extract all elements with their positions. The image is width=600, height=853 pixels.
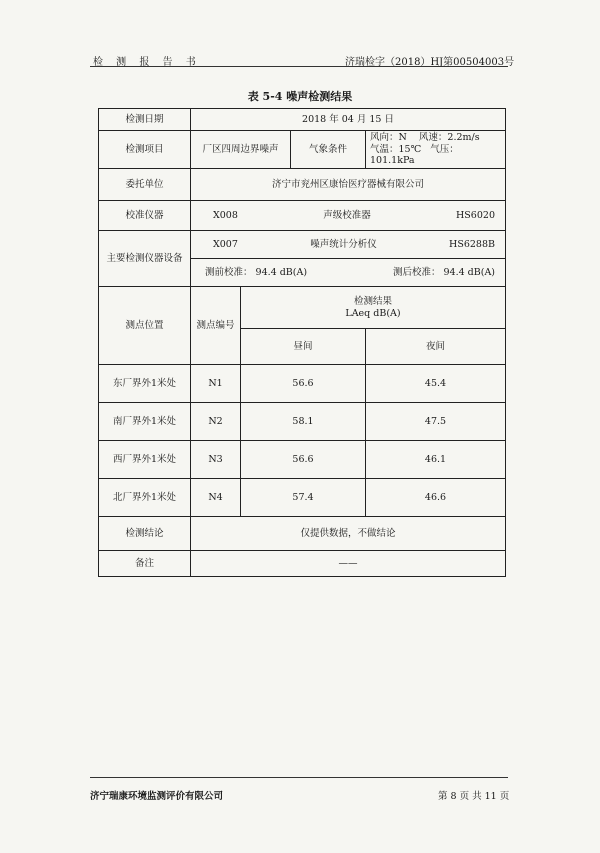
calibrator-name: 声级校准器 [323, 209, 371, 221]
weather-label: 气象条件 [291, 131, 366, 169]
night-value: 47.5 [366, 403, 506, 441]
conclusion-label: 检测结论 [99, 517, 191, 551]
main-instrument-id: X007 [213, 238, 238, 250]
day-value: 56.6 [241, 441, 366, 479]
noise-result-table [98, 108, 506, 577]
row-date [99, 109, 506, 131]
report-number: 济瑞检字（2018）HJ第00504003号 [345, 57, 515, 68]
footer-rule [90, 777, 508, 778]
weather-values [366, 131, 506, 169]
result-header: 检测结果 [354, 295, 393, 307]
footer-page-info: 第 8 页 共 11 页 [438, 791, 510, 802]
point-cell: N2 [191, 403, 241, 441]
table-row [99, 441, 506, 479]
table-row [99, 403, 506, 441]
table-row [99, 365, 506, 403]
night-value: 46.1 [366, 441, 506, 479]
client-value: 济宁市兖州区康怡医疗器械有限公司 [191, 169, 506, 201]
day-header: 昼间 [241, 329, 366, 365]
remark-value: —— [191, 551, 506, 577]
header-rule [90, 66, 508, 67]
result-unit: LAeq dB(A) [345, 307, 401, 319]
night-header: 夜间 [366, 329, 506, 365]
temperature: 气温：15℃ [370, 143, 422, 155]
pressure: 气压：101.1kPa [370, 143, 459, 167]
date-label: 检测日期 [99, 109, 191, 131]
post-calibration: 测后校准： 94.4 dB(A) [392, 266, 496, 278]
night-value: 45.4 [366, 365, 506, 403]
point-cell: N4 [191, 479, 241, 517]
wind-speed: 风速：2.2m/s [418, 131, 480, 143]
position-cell: 南厂界外1米处 [99, 403, 191, 441]
row-item [99, 131, 506, 169]
day-value: 57.4 [241, 479, 366, 517]
row-calibrator [99, 201, 506, 231]
position-header: 测点位置 [99, 287, 191, 365]
row-conclusion [99, 517, 506, 551]
position-cell: 东厂界外1米处 [99, 365, 191, 403]
client-label: 委托单位 [99, 169, 191, 201]
row-client [99, 169, 506, 201]
table-caption: 表 5-4 噪声检测结果 [247, 90, 353, 103]
wind-direction: 风向：N [370, 131, 407, 143]
night-value: 46.6 [366, 479, 506, 517]
calibrator-label: 校准仪器 [99, 201, 191, 231]
main-instrument-model: HS6288B [449, 238, 495, 250]
row-result-header [99, 287, 506, 329]
item-label: 检测项目 [99, 131, 191, 169]
pre-calibration: 测前校准： 94.4 dB(A) [205, 266, 308, 278]
date-value: 2018 年 04 月 15 日 [191, 109, 506, 131]
row-remark [99, 551, 506, 577]
point-header: 测点编号 [191, 287, 241, 365]
main-instrument-label: 主要检测仪器设备 [99, 231, 191, 287]
main-instrument-name: 噪声统计分析仪 [310, 238, 377, 250]
position-cell: 北厂界外1米处 [99, 479, 191, 517]
point-cell: N3 [191, 441, 241, 479]
day-value: 58.1 [241, 403, 366, 441]
table-row [99, 479, 506, 517]
row-main-instrument [99, 231, 506, 259]
doc-type-header: 检 测 报 告 书 [93, 57, 201, 68]
item-value: 厂区四周边界噪声 [191, 131, 291, 169]
point-cell: N1 [191, 365, 241, 403]
calibrator-model: HS6020 [456, 209, 495, 221]
footer-company: 济宁瑞康环境监测评价有限公司 [90, 791, 224, 802]
calibrator-id: X008 [213, 209, 238, 221]
conclusion-value: 仅提供数据，不做结论 [191, 517, 506, 551]
remark-label: 备注 [99, 551, 191, 577]
day-value: 56.6 [241, 365, 366, 403]
position-cell: 西厂界外1米处 [99, 441, 191, 479]
